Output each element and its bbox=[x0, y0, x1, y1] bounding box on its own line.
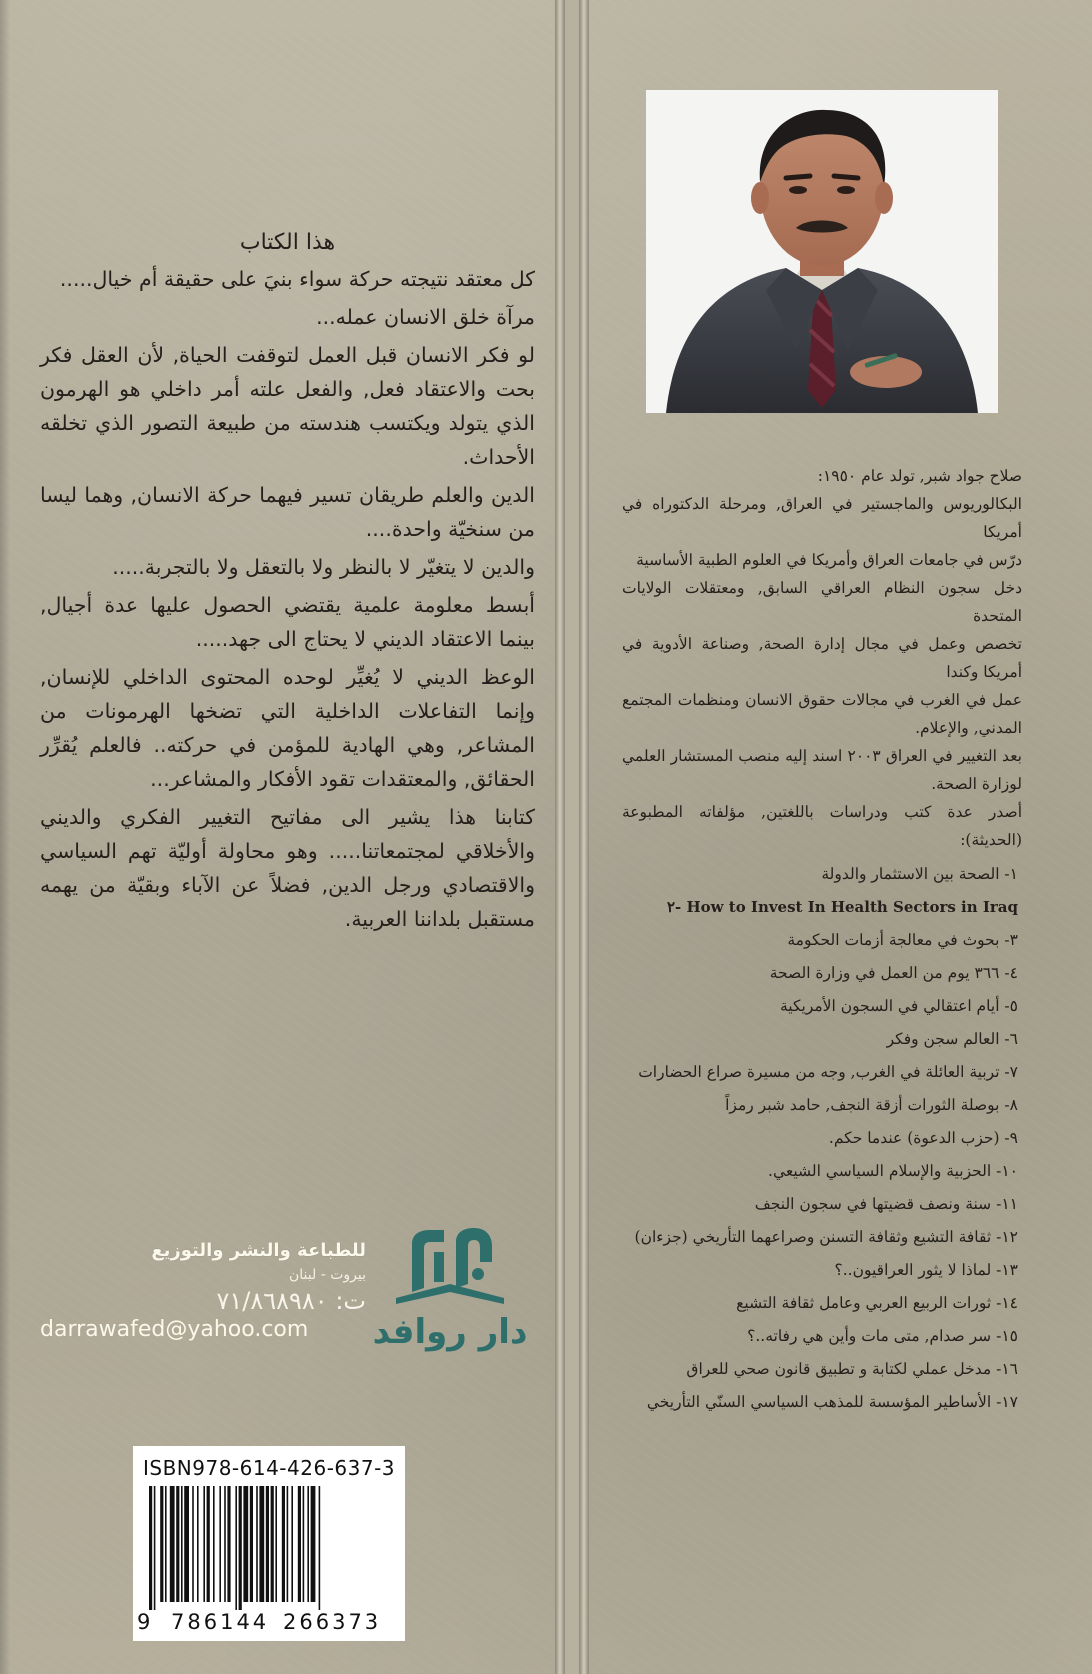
blurb-paragraph: كتابنا هذا يشير الى مفاتيح التغيير الفكري والديني والأخلاقي لمجتمعاتنا..... وهو محاولة أوليّة تهم السياسي والاقتصادي ورجل الدين, فضلاً عن الآباء وبقيّة من يهمه مستقبل بلداننا العربية. bbox=[40, 805, 535, 931]
barcode-bar bbox=[319, 1486, 321, 1610]
barcode-bar bbox=[154, 1486, 156, 1610]
barcode-bar bbox=[160, 1486, 163, 1602]
book-logo-icon bbox=[360, 1222, 540, 1314]
barcode-bar bbox=[181, 1486, 183, 1602]
barcode-bar bbox=[227, 1486, 230, 1602]
blurb-paragraph: لو فكر الانسان قبل العمل لتوقفت الحياة, لأن العقل فكر بحت والاعتقاد فعل, والفعل علته أمر داخلي هو الهرمون الذي يتولد ويكتسب هندسته من طبيعة التصور الذي تخلقه الأحداث. bbox=[40, 343, 535, 469]
barcode-bar bbox=[307, 1486, 309, 1602]
barcode-digit-group-2: 266373 bbox=[283, 1610, 382, 1634]
barcode-bar bbox=[250, 1486, 253, 1602]
barcode-bar bbox=[256, 1486, 258, 1602]
isbn-barcode bbox=[133, 1446, 405, 1641]
publisher-logo bbox=[360, 1222, 540, 1362]
works-list-item: How to Invest In Health Sectors in Iraq -٢ bbox=[666, 898, 1018, 916]
works-list-item: ٧- تربية العائلة في الغرب, وجه من مسيرة صراع الحضارات bbox=[638, 1063, 1018, 1081]
barcode-bar bbox=[149, 1486, 152, 1610]
barcode-bar bbox=[311, 1486, 316, 1602]
publisher-block bbox=[34, 1210, 534, 1360]
barcode-bar bbox=[259, 1486, 264, 1602]
isbn-label: ISBN978-614-426-637-3 bbox=[142, 1456, 396, 1480]
barcode-digit-group-1: 786144 bbox=[171, 1610, 270, 1634]
barcode-bar bbox=[207, 1486, 210, 1602]
blurb-paragraph: كل معتقد نتيجته حركة سواء بنيَ على حقيقة أم خيال..... bbox=[59, 267, 535, 291]
barcode-bar bbox=[213, 1486, 215, 1602]
blurb-heading: هذا الكتاب bbox=[239, 230, 336, 255]
barcode-bar bbox=[235, 1486, 237, 1610]
works-list-item: ٥- أيام اعتقالي في السجون الأمريكية bbox=[779, 997, 1018, 1015]
works-list-item: ١٣- لماذا لا يثور العراقيون..؟ bbox=[834, 1261, 1018, 1279]
bio-line: أصدر عدة كتب ودراسات باللغتين, مؤلفاته المطبوعة (الحديثة): bbox=[622, 803, 1022, 849]
publisher-email[interactable]: darrawafed@yahoo.com bbox=[40, 1317, 309, 1342]
barcode-bar bbox=[303, 1486, 305, 1602]
barcode-bar bbox=[219, 1486, 221, 1602]
publisher-services: للطباعة والنشر والتوزيع bbox=[151, 1240, 366, 1261]
bio-line: عمل في الغرب في مجالات حقوق الانسان ومنظمات المجتمع المدني, والإعلام. bbox=[622, 691, 1022, 737]
barcode-bar bbox=[298, 1486, 301, 1602]
author-photo bbox=[646, 90, 998, 413]
barcode-bar bbox=[184, 1486, 189, 1602]
works-list-item: ١- الصحة بين الاستثمار والدولة bbox=[821, 865, 1018, 883]
works-list-item: ١٤- ثورات الربيع العربي وعامل ثقافة التشيع bbox=[736, 1294, 1018, 1312]
barcode-bar bbox=[243, 1486, 248, 1602]
blurb-paragraph: الوعظ الديني لا يُغيِّر لوحده المحتوى الداخلي للإنسان, وإنما التفاعلات الداخلية التي تضخها الهرمونات من المشاعر, وهي الهادية للمؤمن في حركته.. فالعلم يُقرِّر الحقائق, والمعتقدات تقود الأفكار والمشاعر... bbox=[40, 665, 535, 791]
barcode-bar bbox=[282, 1486, 285, 1602]
barcode-bar bbox=[239, 1486, 242, 1610]
publisher-name: دار روافد bbox=[372, 1312, 528, 1352]
works-list-item: ١٢- ثقافة التشيع وثقافة التسنن وصراعهما التأريخي (جزءان) bbox=[634, 1228, 1018, 1246]
barcode-bar bbox=[266, 1486, 269, 1602]
barcode-bar bbox=[291, 1486, 293, 1602]
barcode-bar bbox=[271, 1486, 274, 1602]
publisher-phone: ت: ٧١/٨٦٨٩٨٠ bbox=[216, 1287, 366, 1315]
book-blurb bbox=[40, 226, 535, 940]
works-list-item: ١٧- الأساطير المؤسسة للمذهب السياسي السنّي التأريخي bbox=[646, 1393, 1018, 1411]
barcode-bar bbox=[203, 1486, 205, 1602]
blurb-paragraph: مرآة خلق الانسان عمله... bbox=[316, 305, 535, 329]
author-portrait-icon bbox=[646, 90, 998, 413]
works-list bbox=[622, 858, 1022, 1419]
barcode-bar bbox=[192, 1486, 194, 1602]
bio-line: دخل سجون النظام العراقي السابق, ومعتقلات الولايات المتحدة bbox=[622, 579, 1022, 625]
barcode-bar bbox=[224, 1486, 226, 1602]
barcode-bar bbox=[275, 1486, 277, 1602]
blurb-paragraph: الدين والعلم طريقان تسير فيهما حركة الانسان, وهما ليسا من سنخيّة واحدة.... bbox=[40, 483, 535, 541]
spine-gap bbox=[565, 0, 579, 1674]
barcode-bar bbox=[197, 1486, 199, 1602]
barcode-bar bbox=[165, 1486, 167, 1602]
bio-line: درّس في جامعات العراق وأمريكا في العلوم الطبية الأساسية bbox=[636, 551, 1022, 569]
barcode-bar bbox=[287, 1486, 289, 1602]
spine-fold-right bbox=[579, 0, 589, 1674]
works-list-item: ٩- (حزب الدعوة) عندما حكم. bbox=[828, 1129, 1018, 1147]
barcode-bar bbox=[170, 1486, 175, 1602]
works-list-item: ١٠- الحزبية والإسلام السياسي الشيعي. bbox=[768, 1162, 1018, 1180]
barcode-bars bbox=[145, 1486, 393, 1610]
publisher-info bbox=[40, 1240, 366, 1342]
spine-fold-left bbox=[555, 0, 565, 1674]
works-list-item: ٦- العالم سجن وفكر bbox=[886, 1030, 1018, 1048]
works-list-item: ١٥- سر صدام, متى مات وأين هي رفاته..؟ bbox=[747, 1327, 1018, 1345]
works-list-item: ١٦- مدخل عملي لكتابة و تطبيق قانون صحي للعراق bbox=[686, 1360, 1018, 1378]
author-bio bbox=[622, 462, 1022, 1419]
works-list-item: ٨- بوصلة الثورات أزقة النجف, حامد شبر رمزاً bbox=[725, 1096, 1018, 1114]
works-list-item: ٣- بحوث في معالجة أزمات الحكومة bbox=[787, 931, 1018, 949]
bio-line: بعد التغيير في العراق ٢٠٠٣ اسند إليه منصب المستشار العلمي لوزارة الصحة. bbox=[622, 747, 1022, 793]
works-list-item: ١١- سنة ونصف قضيتها في سجون النجف bbox=[754, 1195, 1018, 1213]
publisher-location: بيروت - لبنان bbox=[289, 1267, 366, 1283]
barcode-digit-lead: 9 bbox=[137, 1610, 151, 1634]
works-list-item: ٤- ٣٦٦ يوم من العمل في وزارة الصحة bbox=[769, 964, 1018, 982]
bio-line: تخصص وعمل في مجال إدارة الصحة, وصناعة الأدوية في أمريكا وكندا bbox=[622, 635, 1022, 681]
bio-line: البكالوريوس والماجستير في العراق, ومرحلة الدكتوراه في أمريكا bbox=[622, 495, 1022, 541]
blurb-paragraph: أبسط معلومة علمية يقتضي الحصول عليها عدة أجيال, بينما الاعتقاد الديني لا يحتاج الى جهد..... bbox=[40, 593, 535, 651]
bio-line: صلاح جواد شبر, تولد عام ١٩٥٠: bbox=[817, 467, 1022, 485]
cover-edge-shadow bbox=[0, 0, 10, 1674]
blurb-paragraph: والدين لا يتغيّر لا بالنظر ولا بالتعقل ولا بالتجربة..... bbox=[112, 555, 535, 579]
barcode-bar bbox=[176, 1486, 179, 1602]
